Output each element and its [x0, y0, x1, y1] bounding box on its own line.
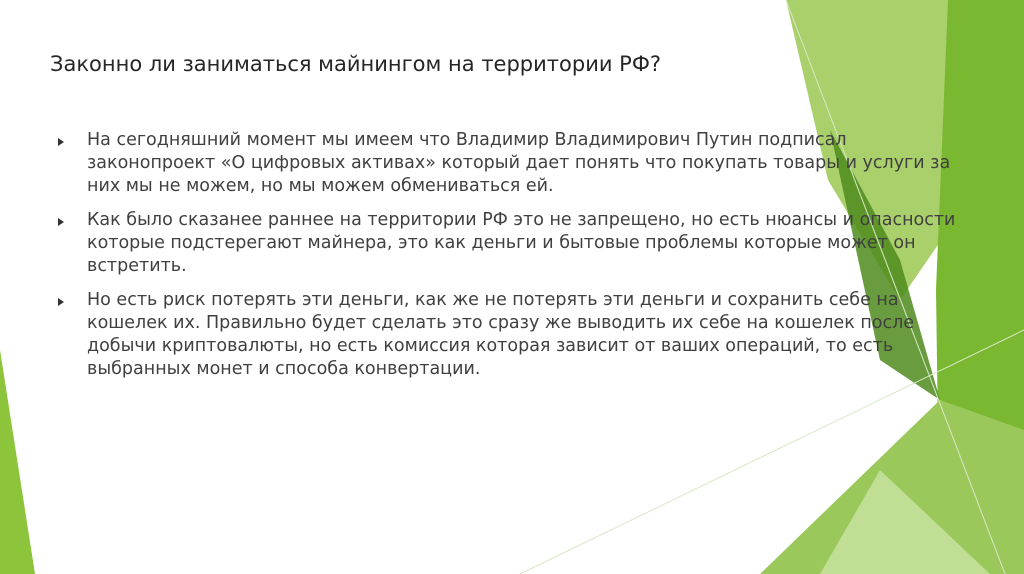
slide-title: Законно ли заниматься майнингом на территории РФ?: [50, 52, 662, 76]
bullet-text: На сегодняшний момент мы имеем что Владимир Владимирович Путин подписал законопроект «О цифровых активах» который дает понять что покупать товары и услуги за них мы не можем, но мы можем обмениваться ей.: [87, 130, 951, 196]
bullet-item: [58, 129, 970, 198]
bullet-arrow-icon: [58, 218, 64, 226]
bullet-arrow-icon: [58, 138, 64, 146]
bullet-text: Как было сказанее раннее на территории РФ это не запрещено, но есть нюансы и опасности которые подстерегают майнера, это как деньги и бытовые проблемы которые может он встретить.: [87, 210, 956, 276]
bullet-arrow-icon: [58, 298, 64, 306]
bullet-list: [58, 129, 970, 392]
green-triangle-left: [0, 350, 35, 574]
bullet-item: [58, 209, 970, 278]
bullet-text: Но есть риск потерять эти деньги, как же не потерять эти деньги и сохранить себе на кошелек их. Правильно будет сделать это сразу же выводить их себе на кошелек после добычи криптовалюты, но есть комиссия которая зависит от ваших операций, то есть выбранных монет и способа конвертации.: [87, 290, 915, 379]
bullet-item: [58, 289, 970, 381]
